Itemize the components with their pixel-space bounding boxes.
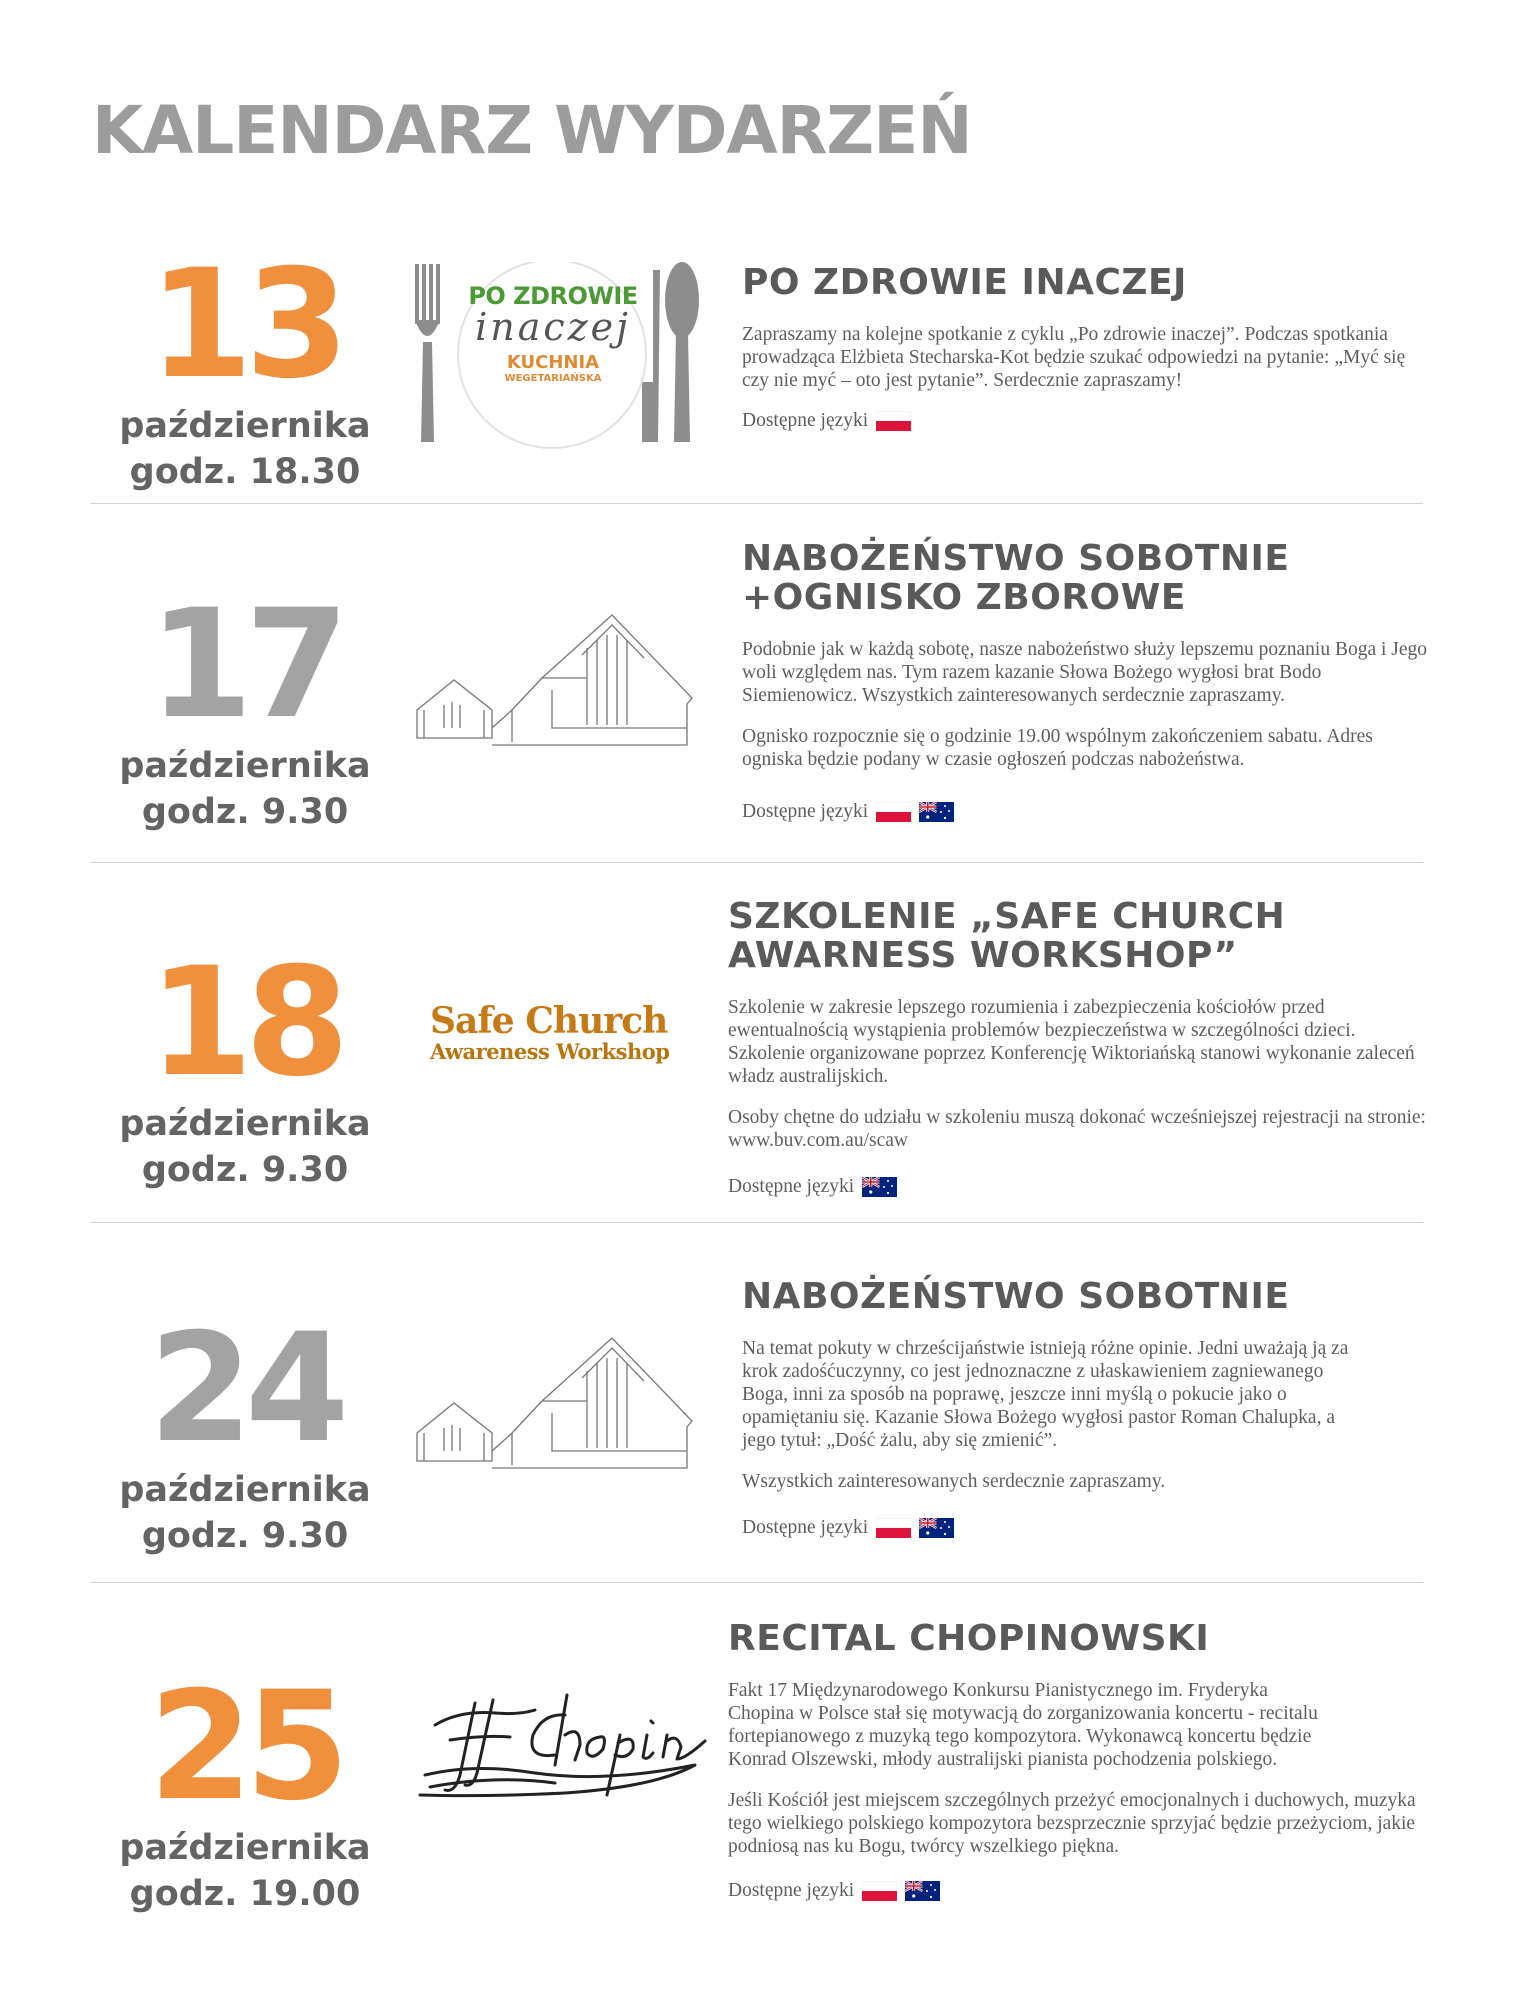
languages-label: Dostępne języki xyxy=(728,1175,855,1197)
event-day: 13 xyxy=(148,238,342,412)
safe-church-logo xyxy=(430,1000,690,1083)
divider xyxy=(90,862,1423,863)
event-time: godz. 9.30 xyxy=(141,1515,349,1556)
event-description: Podobnie jak w każdą sobotę, nasze nabożeństwo służy lepszemu poznaniu Boga i Jego woli względem nas. Tym razem kazanie Słowa Bożego wygłosi brat Bodo Siemienowicz. Wszystkich zainteresowanych serdecznie zapraszamy. xyxy=(742,638,1428,706)
po-zdrowie-logo xyxy=(410,262,710,452)
event-title: NABOŻEŃSTWO SOBOTNIE +OGNISKO ZBOROWE xyxy=(742,538,1290,618)
event-description: Jeśli Kościół jest miejscem szczególnych przeżyć emocjonalnych i duchowych, muzyka tego wielkiego polskiego kompozytora bezsprzecznie sprzyjać będzie przeżyciom, jakie podniosą nas ku Bogu, twórcy wszelkiego piękna. xyxy=(728,1789,1416,1857)
event-date xyxy=(110,238,380,495)
languages-label: Dostępne języki xyxy=(742,800,869,822)
event-details xyxy=(742,1278,1352,1539)
event-description: Zapraszamy na kolejne spotkanie z cyklu „Po zdrowie inaczej”. Podczas spotkania prowadząca Elżbieta Stecharska-Kot będzie szukać odpowiedzi na pytanie: „Myć się czy nie myć – oto jest pytanie”. Serdecznie zapraszamy! xyxy=(742,323,1406,391)
logo-line-2: inaczej xyxy=(475,305,631,349)
event-month: października xyxy=(119,1104,371,1144)
logo-line-3: KUCHNIA xyxy=(506,352,600,373)
australia-flag-icon xyxy=(919,802,954,822)
languages-label: Dostępne języki xyxy=(742,1516,869,1538)
event-title: RECITAL CHOPINOWSKI xyxy=(728,1618,1210,1659)
australia-flag-icon xyxy=(905,1881,940,1901)
event-day: 17 xyxy=(148,578,342,752)
available-languages xyxy=(728,1880,1428,1902)
event-time: godz. 18.30 xyxy=(129,451,361,492)
poland-flag-icon xyxy=(876,411,911,431)
chopin-signature-icon xyxy=(415,1655,710,1810)
event-description: Wszystkich zainteresowanych serdecznie zapraszamy. xyxy=(742,1470,1166,1492)
event-title: PO ZDROWIE INACZEJ xyxy=(742,262,1187,303)
event-month: października xyxy=(119,1470,371,1510)
logo-line-2: Awareness Workshop xyxy=(430,1039,670,1064)
divider xyxy=(90,1582,1423,1583)
available-languages xyxy=(742,1517,1352,1539)
logo-line-1: PO ZDROWIE xyxy=(468,282,638,310)
event-month: października xyxy=(119,1828,371,1868)
event-description: Szkolenie w zakresie lepszego rozumienia i zabezpieczenia kościołów przed ewentualnością wystąpienia problemów bezpieczeństwa w szczególności dzieci. Szkolenie organizowane poprzez Konferencję Wiktoriańską stanowi wykonanie zaleceń władz australijskich. xyxy=(728,996,1415,1087)
event-description: Fakt 17 Międzynarodowego Konkursu Pianistycznego im. Fryderyka Chopina w Polsce stał się motywacją do zorganizowania koncertu - recitalu fortepianowego z muzyką tego kompozytora. Wykonawcą koncertu będzie Konrad Olszewski, młody australijski pianista pochodzenia polskiego. xyxy=(728,1679,1318,1770)
event-details xyxy=(742,540,1432,823)
church-drawing xyxy=(412,1333,702,1473)
chopin-signature xyxy=(415,1655,710,1810)
poland-flag-icon xyxy=(876,802,911,822)
poland-flag-icon xyxy=(862,1881,897,1901)
event-time: godz. 9.30 xyxy=(141,1149,349,1190)
event-description: Osoby chętne do udziału w szkoleniu muszą dokonać wcześniejszej rejestracji na stronie: www.buv.com.au/scaw xyxy=(728,1106,1426,1151)
page-title: KALENDARZ WYDARZEŃ xyxy=(92,92,972,169)
event-time: godz. 19.00 xyxy=(129,1873,361,1914)
available-languages xyxy=(742,801,1432,823)
event-month: października xyxy=(119,406,371,446)
languages-label: Dostępne języki xyxy=(728,1879,855,1901)
available-languages xyxy=(742,410,1432,432)
church-drawing xyxy=(412,610,702,750)
australia-flag-icon xyxy=(919,1518,954,1538)
event-date xyxy=(110,936,380,1193)
event-day: 18 xyxy=(148,936,342,1110)
church-icon xyxy=(412,610,702,750)
available-languages xyxy=(728,1176,1428,1198)
divider xyxy=(90,503,1423,504)
event-description: Na temat pokuty w chrześcijaństwie istnieją różne opinie. Jedni uważają ją za krok zadośćuczynny, co jest jednoznaczne z ułaskawieniem zagniewanego Boga, inni za sposób na poprawę, jeszcze inni myślą o pokucie jako o opamiętaniu się. Kazanie Słowa Bożego wygłosi pastor Roman Chalupka, a jego tytuł: „Dość żalu, aby się zmienić”. xyxy=(742,1337,1349,1451)
event-details xyxy=(728,898,1428,1198)
event-title: SZKOLENIE „SAFE CHURCH AWARNESS WORKSHOP” xyxy=(728,896,1286,976)
event-description: Ognisko rozpocznie się o godzinie 19.00 wspólnym zakończeniem sabatu. Adres ogniska będzie podany w czasie ogłoszeń podczas nabożeństwa. xyxy=(742,725,1373,770)
event-date xyxy=(110,1660,380,1917)
event-day: 24 xyxy=(148,1302,342,1476)
divider xyxy=(90,1222,1423,1223)
logo-line-1: Safe Church xyxy=(430,1000,668,1042)
event-details xyxy=(742,264,1432,432)
languages-label: Dostępne języki xyxy=(742,409,869,431)
church-icon xyxy=(412,1333,702,1473)
event-details xyxy=(728,1620,1428,1902)
event-time: godz. 9.30 xyxy=(141,791,349,832)
event-title: NABOŻEŃSTWO SOBOTNIE xyxy=(742,1276,1290,1317)
event-day: 25 xyxy=(148,1660,342,1834)
event-month: października xyxy=(119,746,371,786)
australia-flag-icon xyxy=(862,1177,897,1197)
event-date xyxy=(110,1302,380,1559)
event-date xyxy=(110,578,380,835)
poland-flag-icon xyxy=(876,1518,911,1538)
logo-line-4: WEGETARIAŃSKA xyxy=(504,373,602,384)
